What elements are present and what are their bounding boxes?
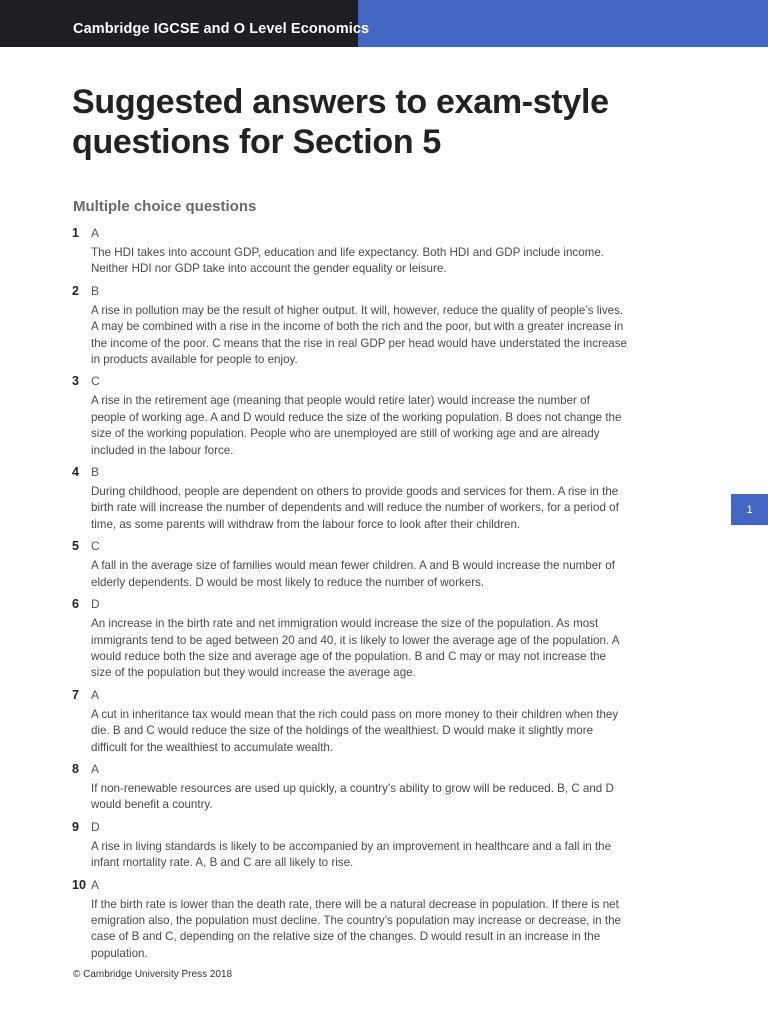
page-number-tab: 1 [731, 494, 768, 525]
question-item [72, 819, 627, 872]
question-number: 10 [72, 877, 86, 892]
question-number: 3 [72, 374, 79, 389]
question-explanation: A rise in pollution may be the result of higher output. It will, however, reduce the quality of people’s lives. A may be combined with a rise in the income of both the rich and the poor, but with a greater increase in the income of the poor. C means that the rise in real GDP per head would have understated the increase in products available for people to enjoy. [91, 303, 627, 367]
question-number: 6 [72, 597, 79, 612]
question-explanation: The HDI takes into account GDP, education and life expectancy. Both HDI and GDP include income. Neither HDI nor GDP take into account the gender equality or leisure. [91, 246, 604, 276]
section-heading: Multiple choice questions [73, 198, 257, 215]
question-item [72, 538, 627, 591]
question-number: 8 [72, 761, 79, 776]
question-answer: A [91, 226, 100, 240]
question-item [72, 283, 627, 369]
question-item [72, 877, 627, 963]
question-answer: C [91, 539, 100, 554]
question-answer: A [91, 877, 100, 892]
question-number: 4 [72, 465, 79, 480]
question-number: 2 [72, 283, 79, 298]
question-answer: D [91, 597, 100, 612]
question-answer: A [91, 761, 100, 776]
question-item [72, 596, 627, 682]
question-item [72, 225, 627, 278]
book-title: Cambridge IGCSE and O Level Economics [73, 21, 370, 37]
question-item [72, 761, 627, 814]
question-answer: B [91, 465, 100, 480]
question-explanation: If the birth rate is lower than the death rate, there will be a natural decrease in population. If there is net emigration also, the population must decline. The country’s population may increase or decrease, in the case of B and C, depending on the relative size of the changes. D would result in an increase in the population. [91, 897, 621, 960]
question-item [72, 373, 627, 459]
question-explanation: A cut in inheritance tax would mean that the rich could pass on more money to their children when they die. B and C would reduce the size of the holdings of the wealthiest. D would make it slightly more difficult for the wealthiest to accumulate wealth. [91, 707, 619, 754]
question-explanation: A fall in the average size of families would mean fewer children. A and B would increase the number of elderly dependents. D would be most likely to reduce the number of workers. [91, 559, 615, 589]
question-number: 1 [72, 226, 79, 240]
question-list [72, 225, 627, 967]
question-number: 9 [72, 819, 79, 834]
question-explanation: During childhood, people are dependent on others to provide goods and services for them. A rise in the birth rate will increase the number of dependents and will reduce the number of workers, for a period of time, as some parents will withdraw from the labour force to look after their children. [91, 485, 619, 531]
question-item [72, 687, 627, 756]
question-explanation: An increase in the birth rate and net immigration would increase the size of the population. As most immigrants tend to be aged between 20 and 40, it is likely to lower the average age of the population. A would reduce both the size and average age of the population. B and C may or may not increase the size of the population but they would increase the average age. [91, 617, 619, 680]
question-number: 7 [72, 687, 79, 702]
question-answer: C [91, 374, 100, 389]
question-explanation: A rise in living standards is likely to be accompanied by an improvement in healthcare and a fall in the infant mortality rate. A, B and C are all likely to rise. [91, 839, 612, 870]
question-explanation: A rise in the retirement age (meaning that people would retire later) would increase the number of people of working age. A and D would reduce the size of the working population. B does not change the size of the working population. People who are unemployed are still of working age and are already included in the labour force. [91, 394, 622, 457]
page-title: Suggested answers to exam-style questions for Section 5 [72, 83, 609, 161]
question-number: 5 [72, 539, 79, 554]
question-answer: D [91, 819, 100, 834]
copyright-footer: © Cambridge University Press 2018 [73, 969, 233, 980]
header-bar-accent [358, 0, 768, 47]
question-explanation: If non-renewable resources are used up quickly, a country’s ability to grow will be reduced. B, C and D would benefit a country. [91, 781, 614, 812]
question-item [72, 464, 627, 533]
question-answer: A [91, 687, 100, 702]
question-answer: B [91, 283, 100, 298]
